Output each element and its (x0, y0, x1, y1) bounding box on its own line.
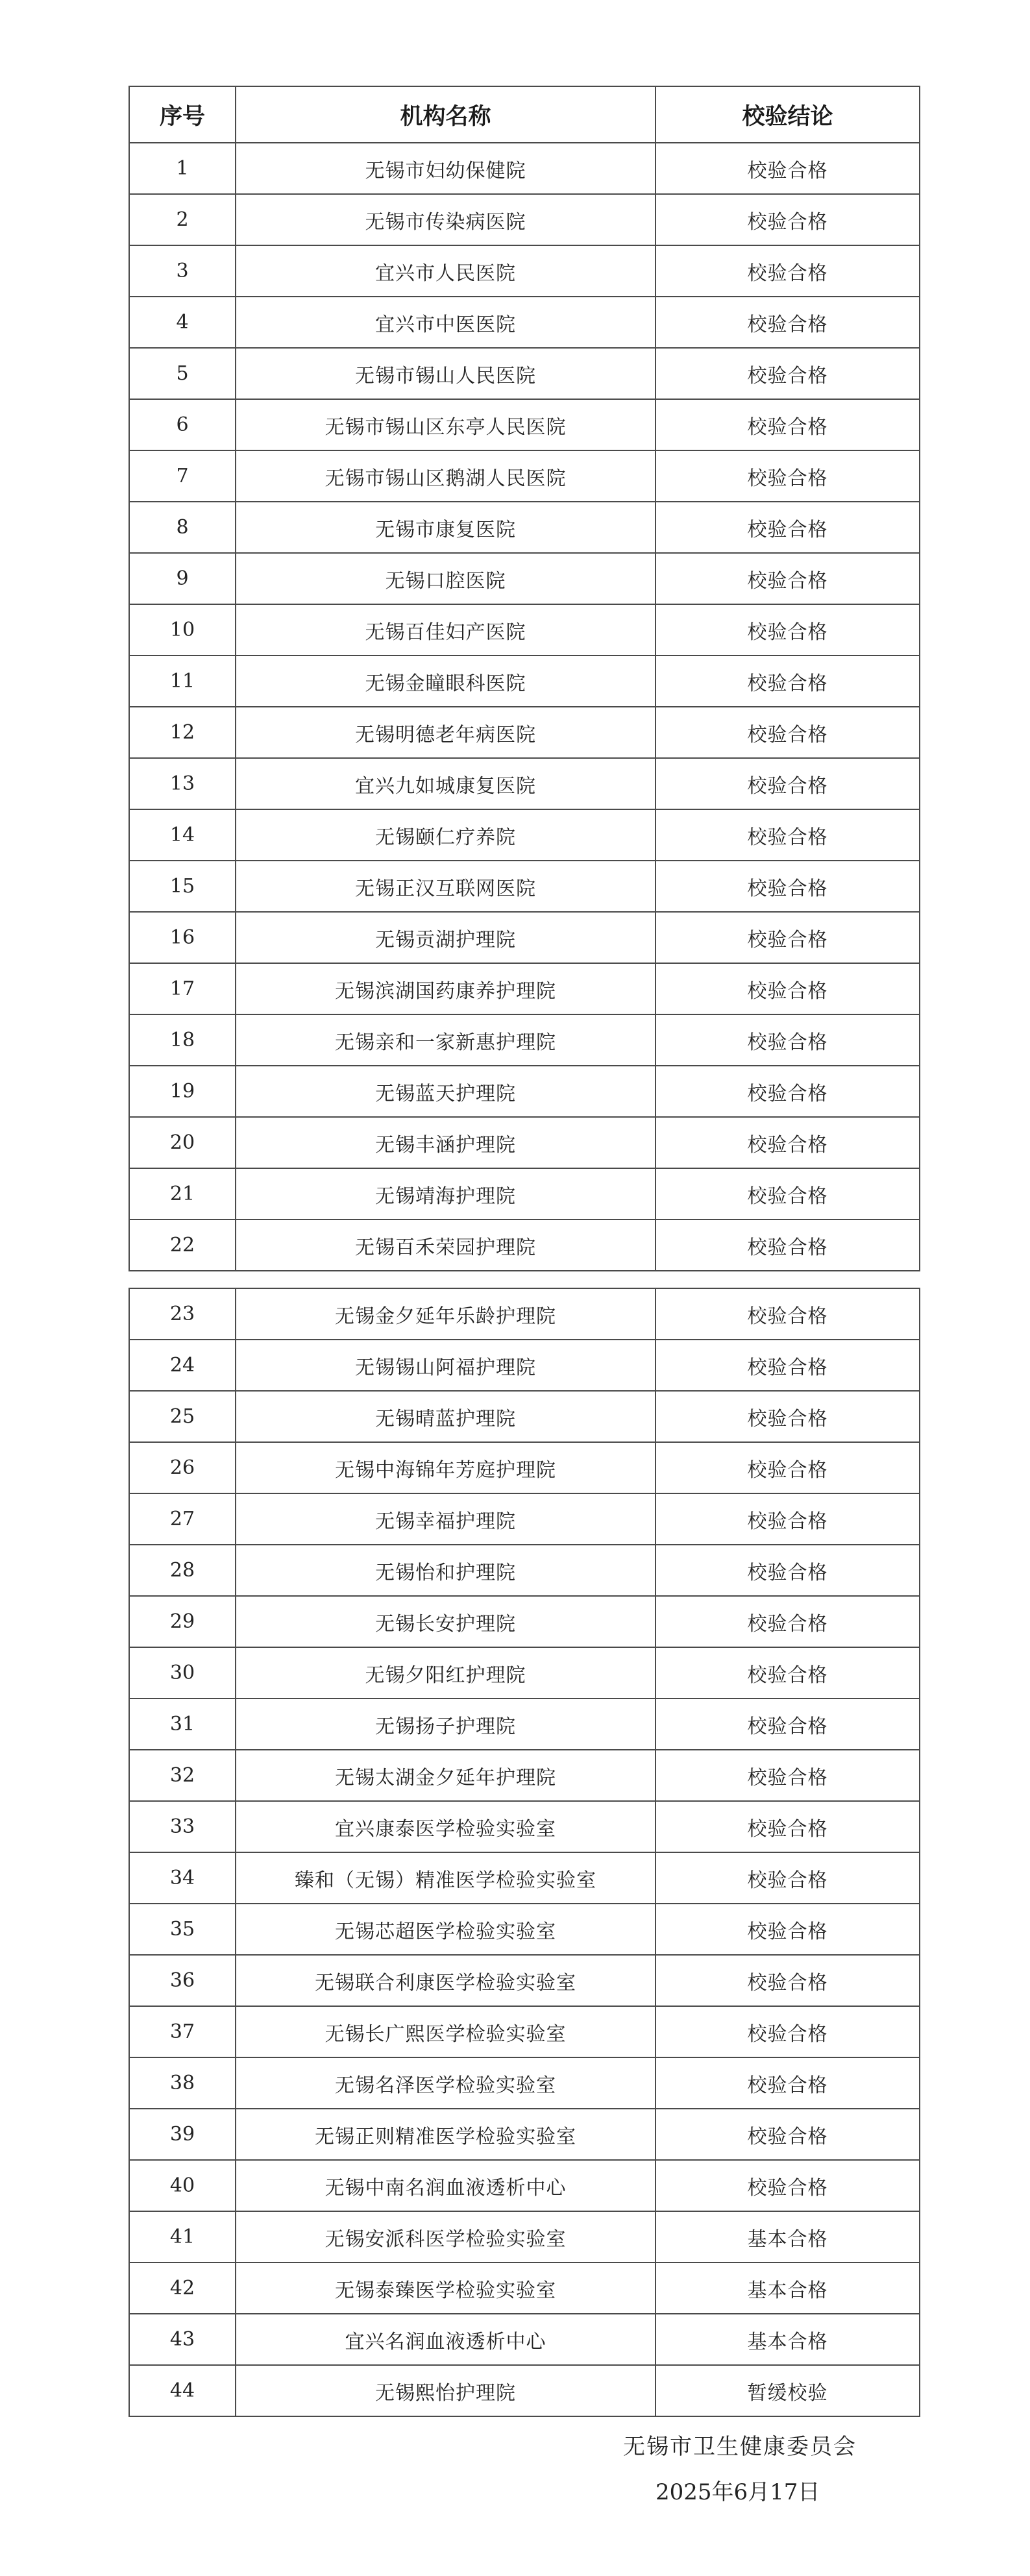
table-row (129, 1288, 920, 1340)
institution-name-cell: 无锡长安护理院 (236, 1596, 656, 1647)
table-row (129, 245, 920, 297)
institution-name-cell: 无锡市传染病医院 (236, 194, 656, 245)
institution-name-cell: 无锡锡山阿福护理院 (236, 1340, 656, 1391)
inspection-result-cell: 校验合格 (656, 194, 920, 245)
row-index-cell: 1 (129, 143, 236, 194)
institution-name-cell: 无锡太湖金夕延年护理院 (236, 1750, 656, 1801)
inspection-result-cell: 校验合格 (656, 1340, 920, 1391)
row-index-cell: 10 (129, 604, 236, 656)
institution-name-cell: 宜兴名润血液透析中心 (236, 2314, 656, 2365)
row-index-cell: 32 (129, 1750, 236, 1801)
inspection-result-cell: 基本合格 (656, 2211, 920, 2263)
inspection-result-cell: 校验合格 (656, 1442, 920, 1493)
row-index-cell: 29 (129, 1596, 236, 1647)
row-index-cell: 14 (129, 809, 236, 861)
inspection-result-cell: 校验合格 (656, 297, 920, 348)
institution-name-cell: 无锡夕阳红护理院 (236, 1647, 656, 1699)
row-index-cell: 12 (129, 707, 236, 758)
table-row (129, 194, 920, 245)
table-row (129, 1699, 920, 1750)
row-index-cell: 35 (129, 1904, 236, 1955)
table-row (129, 2314, 920, 2365)
table-row (129, 1117, 920, 1168)
institution-name-cell: 无锡名泽医学检验实验室 (236, 2057, 656, 2109)
table-row (129, 1852, 920, 1904)
inspection-result-cell: 校验合格 (656, 1699, 920, 1750)
institution-name-cell: 无锡市妇幼保健院 (236, 143, 656, 194)
institution-name-cell: 无锡百禾荣园护理院 (236, 1220, 656, 1271)
row-index-cell: 38 (129, 2057, 236, 2109)
inspection-result-cell: 校验合格 (656, 553, 920, 604)
institution-name-cell: 无锡正则精准医学检验实验室 (236, 2109, 656, 2160)
table-row (129, 2263, 920, 2314)
institution-name-cell: 无锡中南名润血液透析中心 (236, 2160, 656, 2211)
table-row (129, 1647, 920, 1699)
table-row (129, 502, 920, 553)
table-row (129, 553, 920, 604)
row-index-cell: 3 (129, 245, 236, 297)
inspection-result-cell: 校验合格 (656, 348, 920, 399)
table-row (129, 1168, 920, 1220)
institution-name-cell: 无锡市锡山人民医院 (236, 348, 656, 399)
institution-name-cell: 无锡靖海护理院 (236, 1168, 656, 1220)
table-row (129, 1014, 920, 1066)
row-index-cell: 34 (129, 1852, 236, 1904)
institution-name-cell: 无锡市康复医院 (236, 502, 656, 553)
inspection-result-cell: 校验合格 (656, 861, 920, 912)
table-row (129, 1750, 920, 1801)
table-row (129, 1545, 920, 1596)
table-row (129, 1904, 920, 1955)
row-index-cell: 31 (129, 1699, 236, 1750)
institution-name-cell: 宜兴九如城康复医院 (236, 758, 656, 809)
table-row (129, 912, 920, 963)
institution-name-cell: 无锡金瞳眼科医院 (236, 656, 656, 707)
inspection-result-cell: 校验合格 (656, 1852, 920, 1904)
institution-name-cell: 无锡联合利康医学检验实验室 (236, 1955, 656, 2006)
institution-name-cell: 无锡怡和护理院 (236, 1545, 656, 1596)
table-row (129, 861, 920, 912)
table-row (129, 143, 920, 194)
table-row (129, 604, 920, 656)
table-row (129, 348, 920, 399)
header-index: 序号 (129, 86, 236, 143)
institution-name-cell: 无锡泰臻医学检验实验室 (236, 2263, 656, 2314)
inspection-result-cell: 校验合格 (656, 1750, 920, 1801)
institution-name-cell: 无锡百佳妇产医院 (236, 604, 656, 656)
table-row (129, 707, 920, 758)
inspection-result-cell: 校验合格 (656, 1391, 920, 1442)
inspection-result-cell: 校验合格 (656, 1801, 920, 1852)
institution-name-cell: 无锡芯超医学检验实验室 (236, 1904, 656, 1955)
institution-name-cell: 无锡亲和一家新惠护理院 (236, 1014, 656, 1066)
inspection-result-cell: 校验合格 (656, 1493, 920, 1545)
row-index-cell: 7 (129, 450, 236, 502)
inspection-result-cell: 校验合格 (656, 450, 920, 502)
inspection-result-cell: 校验合格 (656, 245, 920, 297)
inspection-result-cell: 校验合格 (656, 1596, 920, 1647)
row-index-cell: 8 (129, 502, 236, 553)
row-index-cell: 2 (129, 194, 236, 245)
row-index-cell: 33 (129, 1801, 236, 1852)
row-index-cell: 23 (129, 1288, 236, 1340)
row-index-cell: 27 (129, 1493, 236, 1545)
table-row (129, 1340, 920, 1391)
inspection-result-cell: 校验合格 (656, 1288, 920, 1340)
row-index-cell: 30 (129, 1647, 236, 1699)
row-index-cell: 42 (129, 2263, 236, 2314)
inspection-result-cell: 校验合格 (656, 1117, 920, 1168)
row-index-cell: 43 (129, 2314, 236, 2365)
footer-organization: 无锡市卫生健康委员会 (623, 2434, 857, 2460)
inspection-result-cell: 校验合格 (656, 1955, 920, 2006)
institution-name-cell: 无锡明德老年病医院 (236, 707, 656, 758)
table-row (129, 2211, 920, 2263)
row-index-cell: 9 (129, 553, 236, 604)
row-index-cell: 24 (129, 1340, 236, 1391)
row-index-cell: 40 (129, 2160, 236, 2211)
table-row (129, 1220, 920, 1271)
table-row (129, 1391, 920, 1442)
row-index-cell: 22 (129, 1220, 236, 1271)
row-index-cell: 13 (129, 758, 236, 809)
table-row (129, 2006, 920, 2057)
inspection-result-cell: 基本合格 (656, 2314, 920, 2365)
footer-date: 2025年6月17日 (656, 2479, 820, 2505)
table-row (129, 758, 920, 809)
table-row (129, 297, 920, 348)
institution-name-cell: 无锡正汉互联网医院 (236, 861, 656, 912)
table-row (129, 1801, 920, 1852)
row-index-cell: 37 (129, 2006, 236, 2057)
results-table-part-1 (129, 86, 920, 1271)
row-index-cell: 17 (129, 963, 236, 1014)
table-row (129, 1066, 920, 1117)
row-index-cell: 20 (129, 1117, 236, 1168)
header-result: 校验结论 (656, 86, 920, 143)
row-index-cell: 5 (129, 348, 236, 399)
institution-name-cell: 无锡市锡山区东亭人民医院 (236, 399, 656, 450)
inspection-result-cell: 校验合格 (656, 1066, 920, 1117)
row-index-cell: 6 (129, 399, 236, 450)
institution-name-cell: 无锡幸福护理院 (236, 1493, 656, 1545)
inspection-result-cell: 校验合格 (656, 809, 920, 861)
row-index-cell: 36 (129, 1955, 236, 2006)
row-index-cell: 25 (129, 1391, 236, 1442)
institution-name-cell: 无锡滨湖国药康养护理院 (236, 963, 656, 1014)
inspection-result-cell: 校验合格 (656, 707, 920, 758)
institution-name-cell: 宜兴市中医医院 (236, 297, 656, 348)
institution-name-cell: 无锡长广熙医学检验实验室 (236, 2006, 656, 2057)
row-index-cell: 44 (129, 2365, 236, 2416)
institution-name-cell: 无锡蓝天护理院 (236, 1066, 656, 1117)
inspection-result-cell: 校验合格 (656, 1545, 920, 1596)
institution-name-cell: 无锡晴蓝护理院 (236, 1391, 656, 1442)
table-row (129, 809, 920, 861)
inspection-result-cell: 校验合格 (656, 143, 920, 194)
results-table-part-2 (129, 1288, 920, 2417)
institution-name-cell: 无锡贡湖护理院 (236, 912, 656, 963)
row-index-cell: 11 (129, 656, 236, 707)
row-index-cell: 26 (129, 1442, 236, 1493)
table-row (129, 2365, 920, 2416)
row-index-cell: 18 (129, 1014, 236, 1066)
institution-name-cell: 宜兴康泰医学检验实验室 (236, 1801, 656, 1852)
inspection-result-cell: 校验合格 (656, 912, 920, 963)
row-index-cell: 39 (129, 2109, 236, 2160)
table-row (129, 1955, 920, 2006)
table-row (129, 656, 920, 707)
table-header-row (129, 86, 920, 143)
inspection-result-cell: 校验合格 (656, 1168, 920, 1220)
row-index-cell: 4 (129, 297, 236, 348)
table-row (129, 1596, 920, 1647)
institution-name-cell: 无锡金夕延年乐龄护理院 (236, 1288, 656, 1340)
table-row (129, 2109, 920, 2160)
table-row (129, 1493, 920, 1545)
institution-name-cell: 无锡口腔医院 (236, 553, 656, 604)
row-index-cell: 16 (129, 912, 236, 963)
institution-name-cell: 无锡安派科医学检验实验室 (236, 2211, 656, 2263)
row-index-cell: 15 (129, 861, 236, 912)
institution-name-cell: 无锡市锡山区鹅湖人民医院 (236, 450, 656, 502)
table-row (129, 2057, 920, 2109)
inspection-result-cell: 校验合格 (656, 1904, 920, 1955)
inspection-result-cell: 校验合格 (656, 399, 920, 450)
table-row (129, 963, 920, 1014)
inspection-result-cell: 校验合格 (656, 2006, 920, 2057)
institution-name-cell: 无锡丰涵护理院 (236, 1117, 656, 1168)
institution-name-cell: 无锡扬子护理院 (236, 1699, 656, 1750)
inspection-result-cell: 校验合格 (656, 502, 920, 553)
table-row (129, 399, 920, 450)
row-index-cell: 19 (129, 1066, 236, 1117)
inspection-result-cell: 暂缓校验 (656, 2365, 920, 2416)
inspection-result-cell: 校验合格 (656, 963, 920, 1014)
row-index-cell: 21 (129, 1168, 236, 1220)
inspection-result-cell: 基本合格 (656, 2263, 920, 2314)
row-index-cell: 41 (129, 2211, 236, 2263)
institution-name-cell: 无锡熙怡护理院 (236, 2365, 656, 2416)
inspection-result-cell: 校验合格 (656, 1647, 920, 1699)
inspection-result-cell: 校验合格 (656, 2057, 920, 2109)
table-row (129, 1442, 920, 1493)
institution-name-cell: 无锡中海锦年芳庭护理院 (236, 1442, 656, 1493)
inspection-result-cell: 校验合格 (656, 656, 920, 707)
inspection-result-cell: 校验合格 (656, 2160, 920, 2211)
inspection-result-cell: 校验合格 (656, 604, 920, 656)
institution-name-cell: 无锡颐仁疗养院 (236, 809, 656, 861)
inspection-result-cell: 校验合格 (656, 758, 920, 809)
institution-name-cell: 臻和（无锡）精准医学检验实验室 (236, 1852, 656, 1904)
table-row (129, 450, 920, 502)
institution-name-cell: 宜兴市人民医院 (236, 245, 656, 297)
inspection-result-cell: 校验合格 (656, 1220, 920, 1271)
table-row (129, 2160, 920, 2211)
header-name: 机构名称 (236, 86, 656, 143)
row-index-cell: 28 (129, 1545, 236, 1596)
inspection-result-cell: 校验合格 (656, 2109, 920, 2160)
inspection-result-cell: 校验合格 (656, 1014, 920, 1066)
